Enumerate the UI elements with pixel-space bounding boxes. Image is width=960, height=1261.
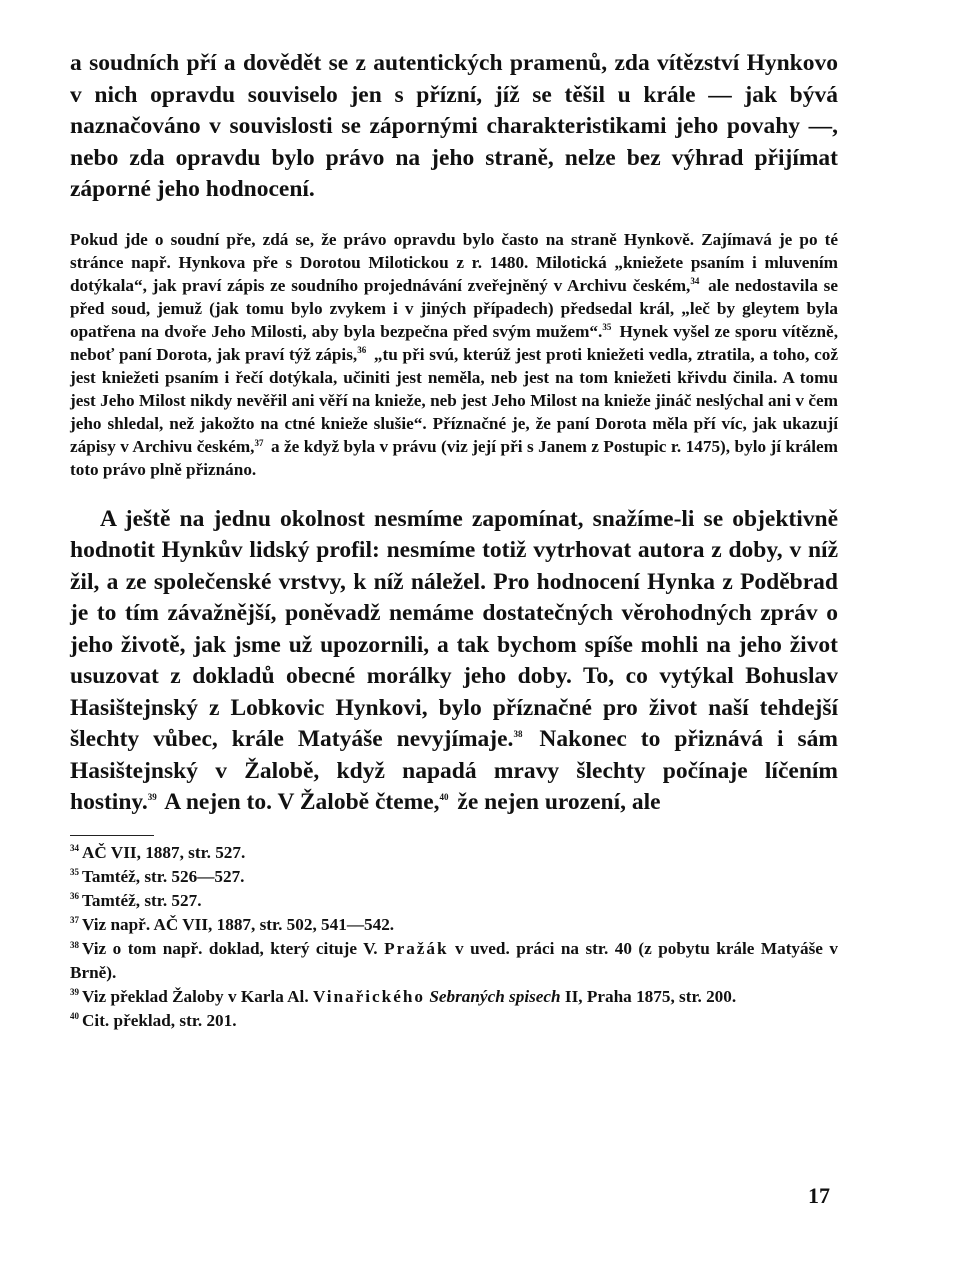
footnote-number: 36 <box>70 891 79 902</box>
footnote-text: Viz o tom např. doklad, který cituje V. <box>82 939 385 959</box>
footnote-title: Sebraných spisech <box>429 986 561 1006</box>
footnote-text: II, Praha 1875, str. 200. <box>560 986 737 1006</box>
footnote-author: Vinařického <box>312 986 426 1006</box>
paragraph-main <box>70 504 838 819</box>
paragraph-continuation: a soudních pří a dovědět se z autentických pramenů, zda vítězství Hynkovo v nich opravdu souviselo jen s přízní, jíž se těšil u krále — jak bývá naznačováno v souvislosti se zápornými charakteristikami jeho povahy —, nebo zda opravdu bylo právo na jeho straně, nelze bez výhrad přijímat záporné jeho hodnocení. <box>70 50 838 202</box>
footnote-ref[interactable]: 34 <box>690 275 700 286</box>
footnote-item <box>70 889 838 912</box>
paragraph-small-print <box>70 228 838 482</box>
footnote-text: Cit. překlad, str. 201. <box>82 1010 237 1030</box>
p2-text-a: Pokud jde o soudní pře, zdá se, že právo opravdu bylo často na straně Hynkově. Zajímavá je po té stránce např. Hynkova pře s Dorotou Milotickou z r. 1480. Milotická „kniežete psaním i mluvením dotýkala“, jak praví zápis ze soudního projednávání zveřejněný v Archivu českém, <box>70 229 838 295</box>
footnote-text: AČ VII, 1887, str. 527. <box>82 842 246 862</box>
footnote-divider <box>70 835 154 836</box>
footnote-item <box>70 985 838 1008</box>
footnote-text: Tamtéž, str. 527. <box>82 890 202 910</box>
footnote-ref[interactable]: 39 <box>147 792 157 803</box>
p2-text-e: a že když byla v právu (viz její při s Janem z Postupic r. 1475), bylo jí králem toto právo plně přiznáno. <box>70 437 838 480</box>
p2-text-b: ale nedostavila se před soud, jemuž (jak tomu bylo zvykem i v jiných případech) předsedal král, „leč by gleytem byla opatřena na dvoře Jeho Milosti, aby byla bezpečna před svým mužem“. <box>70 275 838 341</box>
footnote-text: v uved. práci na str. 40 (z pobytu krále Matyáše v Brně). <box>70 939 839 982</box>
p2-text-d: „tu při svú, kterúž jest proti kniežeti vedla, ztratila, a toho, což jest kniežeti psaním i řečí dotýkala, učiniti jest neměla, neb jest na tom kniežeti křivdu činila. A tomu jest Jeho Milost nikdy nevěřil ani věří na knieže, neb jest Jeho Milost na knieže jináč neslýchal ani v čem jeho shledal, než jakožto na ctné knieže slušie“. Příznačné je, že paní Dorota měla pří víc, jak ukazují zápisy v Archivu českém, <box>70 344 838 457</box>
page-number: 17 <box>808 1183 830 1208</box>
p3-text-d: že nejen urození, ale <box>451 789 661 816</box>
footnote-ref[interactable]: 35 <box>602 322 612 333</box>
footnote-number: 37 <box>70 915 79 926</box>
p2-text-c: Hynek vyšel ze sporu vítězně, neboť paní Dorota, jak praví týž zápis, <box>70 321 838 364</box>
footnote-ref[interactable]: 36 <box>357 345 367 356</box>
footnote-text: Viz např. AČ VII, 1887, str. 502, 541—542. <box>82 915 395 935</box>
footnote-number: 39 <box>70 987 79 998</box>
footnote-number: 34 <box>70 842 79 853</box>
footnote-number: 38 <box>70 939 79 950</box>
p3-text-c: A nejen to. V Žalobě čteme, <box>159 789 440 816</box>
footnotes-list <box>70 841 838 1033</box>
footnote-item <box>70 865 838 888</box>
footnote-ref[interactable]: 40 <box>439 792 449 803</box>
footnote-item <box>70 937 838 983</box>
page-content <box>70 48 838 1033</box>
p3-text-a: A ještě na jednu okolnost nesmíme zapomínat, snažíme-li se objektivně hodnotit Hynkův lidský profil: nesmíme totiž vytrhovat autora z doby, v níž žil, a ze společenské vrstvy, k níž náležel. Pro hodnocení Hynka z Poděbrad je to tím závažnější, poněvadž nemáme dostatečných věrohodných zpráv o jeho životě, jak jsme už upozornili, a tak bychom spíše mohli na jeho život usuzovat z dokladů obecné morálky jeho doby. To, co vytýkal Bohuslav Hasištejnský z Lobkovic Hynkovi, bylo příznačné pro život naší tehdejší šlechty vůbec, krále Matyáše nevyjímaje. <box>70 505 838 753</box>
footnote-number: 35 <box>70 867 79 877</box>
footnote-item <box>70 1009 838 1032</box>
footnote-ref[interactable]: 37 <box>254 437 264 448</box>
footnote-item <box>70 913 838 936</box>
footnote-number: 40 <box>70 1011 79 1022</box>
footnote-ref[interactable]: 38 <box>513 729 523 740</box>
footnote-item <box>70 841 838 864</box>
footnote-text: Tamtéž, str. 526—527. <box>82 866 245 886</box>
footnote-author: Pražák <box>384 939 449 959</box>
footnote-text: Viz překlad Žaloby v Karla Al. <box>82 986 313 1006</box>
p3-text-b: Nakonec to přiznává i sám Hasištejnský v Žalobě, když napadá mravy šlechty počínaje líčením hostiny. <box>70 726 838 816</box>
